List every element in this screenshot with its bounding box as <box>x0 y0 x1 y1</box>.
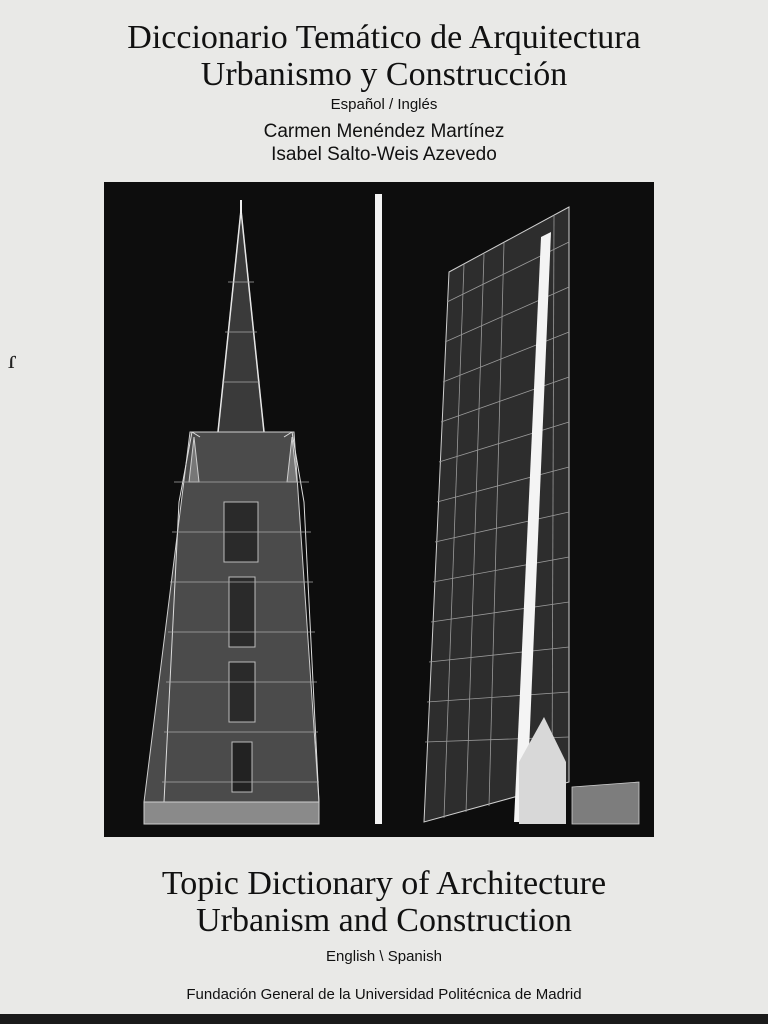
spanish-title-line-1: Diccionario Temático de Arquitectura <box>127 19 641 56</box>
spanish-title-line-2: Urbanismo y Construcción <box>200 56 568 93</box>
author-name-1: Carmen Menéndez Martínez <box>263 121 505 142</box>
author-name-2: Isabel Salto-Weis Azevedo <box>271 144 497 165</box>
english-language-label: English \ Spanish <box>326 948 442 965</box>
scan-bottom-edge <box>0 1014 768 1024</box>
spanish-language-label: Español / Inglés <box>330 96 438 113</box>
publisher-name: Fundación General de la Universidad Politécnica de Madrid <box>186 986 582 1003</box>
english-title-line-2: Urbanism and Construction <box>196 902 572 939</box>
cover-photograph <box>104 182 654 837</box>
english-title-line-1: Topic Dictionary of Architecture <box>161 865 607 902</box>
scan-artifact-mark: ɾ <box>8 345 17 374</box>
